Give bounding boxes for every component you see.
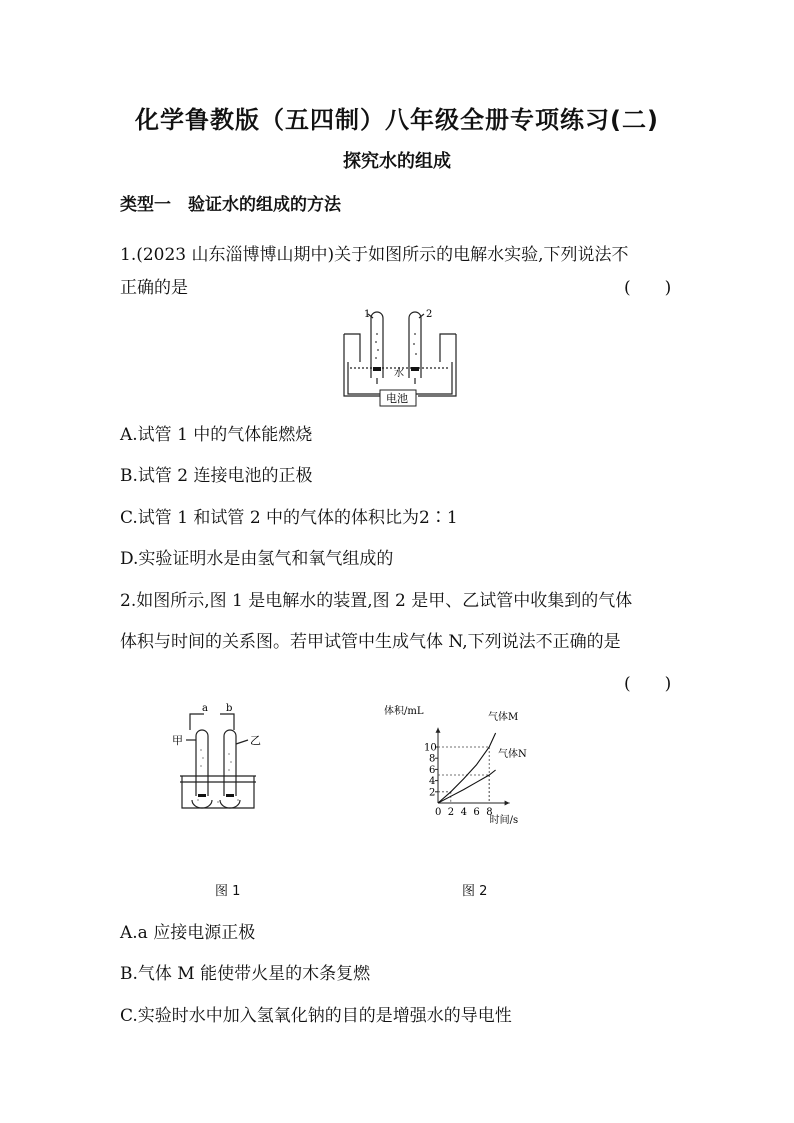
q1-answer-paren: ( ) <box>624 278 672 298</box>
x-axis-label: 时间/s <box>489 815 519 825</box>
tube-label-1: 1 <box>364 309 371 320</box>
q1-electrolysis-figure <box>340 304 460 408</box>
tube-label-2: 2 <box>426 309 433 320</box>
q1-stem-line1: 1.(2023 山东淄博博山期中)关于如图所示的电解水实验,下列说法不 <box>120 245 629 265</box>
series-label-gas-n: 气体N <box>498 749 527 760</box>
q1-option-d: D.实验证明水是由氢气和氧气组成的 <box>120 549 394 569</box>
x-axis-arrow <box>505 801 510 806</box>
x-tick-label: 8 <box>486 807 493 818</box>
q2-option-a: A.a 应接电源正极 <box>120 923 256 943</box>
tube-label-jia: 甲 <box>172 734 183 747</box>
y-tick-label: 2 <box>429 787 436 799</box>
y-tick-label: 6 <box>429 764 436 776</box>
battery-label: 电池 <box>386 392 408 405</box>
q2-answer-paren: ( ) <box>624 674 672 694</box>
q2-stem-line1: 2.如图所示,图 1 是电解水的装置,图 2 是甲、乙试管中收集到的气体 <box>120 591 633 611</box>
q2-figure1-apparatus <box>168 700 268 812</box>
document-subtitle: 探究水的组成 <box>343 151 451 172</box>
figure2-caption: 图 2 <box>462 884 488 899</box>
wire-label-a: a <box>202 703 208 714</box>
series-line-gas-m <box>438 733 496 803</box>
y-tick-label: 4 <box>429 776 436 788</box>
figure1-caption: 图 1 <box>215 884 241 899</box>
q2-option-b: B.气体 M 能使带火星的木条复燃 <box>120 964 371 984</box>
x-tick-label: 6 <box>473 807 480 818</box>
q2-stem-line2: 体积与时间的关系图。若甲试管中生成气体 N,下列说法不正确的是 <box>120 632 621 652</box>
water-label: 水 <box>394 368 404 379</box>
q2-figure2-chart <box>380 700 550 825</box>
wire-label-b: b <box>226 703 233 714</box>
x-tick-label: 4 <box>460 807 467 818</box>
tube-label-yi: 乙 <box>250 734 261 747</box>
q1-stem-line2: 正确的是 <box>120 278 188 298</box>
x-tick-label: 0 <box>435 807 442 818</box>
q1-option-a: A.试管 1 中的气体能燃烧 <box>120 425 313 445</box>
q1-option-c: C.试管 1 和试管 2 中的气体的体积比为2∶1 <box>120 508 458 528</box>
q2-option-c: C.实验时水中加入氢氧化钠的目的是增强水的导电性 <box>120 1006 512 1026</box>
section-heading: 类型一 验证水的组成的方法 <box>120 195 341 215</box>
y-axis-label: 体积/mL <box>384 706 424 717</box>
series-label-gas-m: 气体M <box>488 712 519 723</box>
document-title: 化学鲁教版（五四制）八年级全册专项练习(二) <box>135 106 659 134</box>
y-tick-label: 8 <box>429 753 436 765</box>
y-axis-arrow <box>436 728 441 733</box>
q1-option-b: B.试管 2 连接电池的正极 <box>120 466 313 486</box>
y-tick-label: 10 <box>424 742 437 754</box>
x-tick-label: 2 <box>447 807 455 818</box>
